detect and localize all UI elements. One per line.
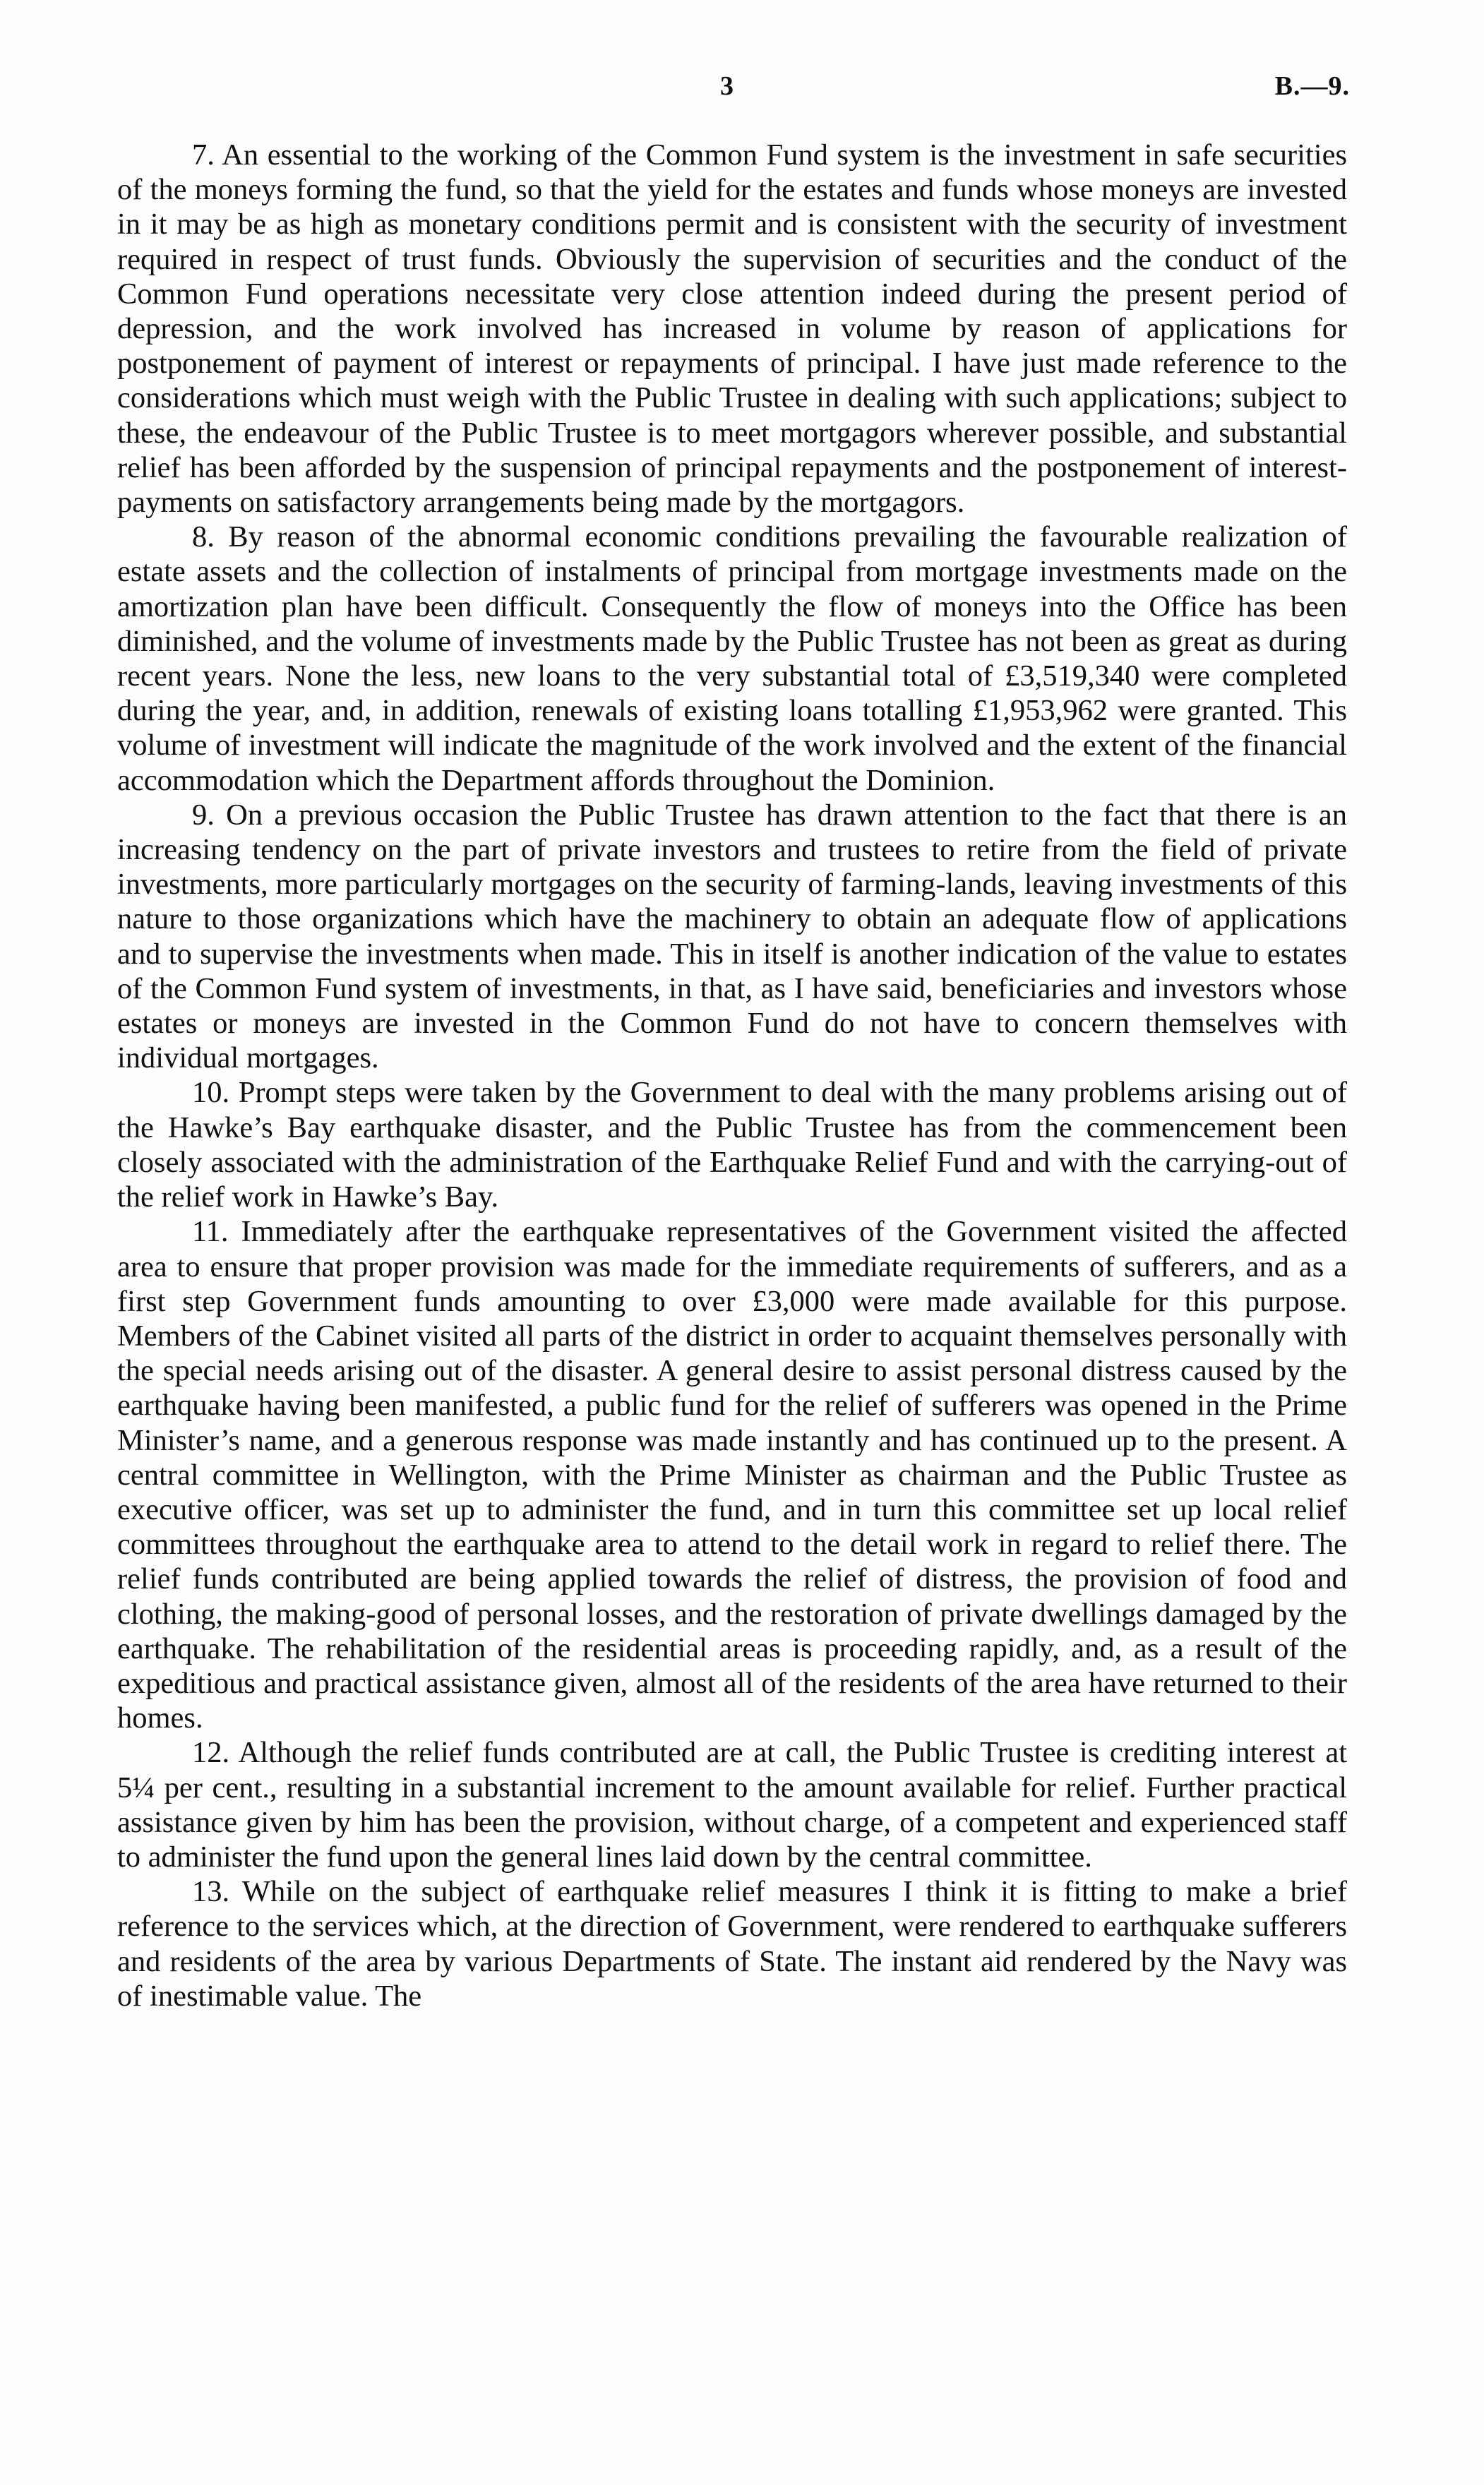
paragraph-9 [117, 798, 1347, 1076]
paragraph-number: 12. [192, 1736, 230, 1770]
paragraph-number: 9. [192, 798, 215, 832]
paragraph-7 [117, 138, 1347, 520]
paragraph-number: 7. [192, 138, 215, 172]
paragraph-number: 11. [192, 1215, 229, 1249]
paragraph-13 [117, 1874, 1347, 2013]
paragraph-number: 13. [192, 1875, 230, 1909]
paragraph-12 [117, 1735, 1347, 1874]
paragraph-text: While on the subject of earthquake relief measures I think it is fitting to make a brief reference to the services which, at the direction of Government, were rendered to earthquake sufferers and residents of the area by various Departments of State. The instant aid rendered by the Navy was of inestimable value. The [117, 1875, 1348, 2013]
paragraph-10 [117, 1075, 1347, 1214]
paragraph-number: 8. [192, 520, 215, 554]
paragraph-11 [117, 1214, 1347, 1735]
paragraph-text: By reason of the abnormal economic conditions prevailing the favourable realization of estate assets and the collection of instalments of principal from mortgage investments made on the amortization plan have been difficult. Consequently the flow of moneys into the Office has been diminished, and the volume of investments made by the Public Trustee has not been as great as during recent years. None the less, new loans to the very substantial total of £3,519,340 were completed during the year, and, in addition, renewals of existing loans totalling £1,953,962 were granted. This volume of investment will indicate the magnitude of the work involved and the extent of the financial accommodation which the Department affords throughout the Dominion. [117, 520, 1347, 797]
paragraph-number: 10. [192, 1076, 230, 1110]
paragraph-8 [117, 520, 1347, 798]
paragraph-text: Immediately after the earthquake representatives of the Government visited the affected area to ensure that proper provision was made for the immediate requirements of sufferers, and as a first step Government funds amounting to over £3,000 were made available for this purpose. Members of the Cabinet visited all parts of the district in order to acquaint themselves personally with the special needs arising out of the disaster. A general desire to assist personal distress caused by the earthquake having been manifested, a public fund for the relief of sufferers was opened in the Prime Minister’s name, and a generous response was made instantly and has continued up to the present. A central committee in Wellington, with the Prime Minister as chairman and the Public Trustee as executive officer, was set up to administer the fund, and in turn this committee set up local relief committees throughout the earthquake area to attend to the detail work in regard to relief there. The relief funds contributed are being applied towards the relief of distress, the provision of food and clothing, the making-good of personal losses, and the restoration of private dwellings damaged by the earthquake. The rehabilitation of the residential areas is proceeding rapidly, and, as a result of the expeditious and practical assistance given, almost all of the residents of the area have returned to their homes. [117, 1215, 1347, 1735]
paragraph-text: On a previous occasion the Public Trustee has drawn attention to the fact that there is an increasing tendency on the part of private investors and trustees to retire from the field of private investments, more particularly mortgages on the security of farming-lands, leaving investments of this nature to those organizations which have the machinery to obtain an adequate flow of applications and to supervise the investments when made. This in itself is another indication of the value to estates of the Common Fund system of investments, in that, as I have said, beneficiaries and investors whose estates or moneys are invested in the Common Fund do not have to concern themselves with individual mortgages. [117, 798, 1347, 1075]
document-reference: B.—9. [1274, 71, 1350, 101]
paragraph-text: An essential to the working of the Common Fund system is the investment in safe securities of the moneys forming the fund, so that the yield for the estates and funds whose moneys are invested in it may be as high as monetary conditions permit and is consistent with the security of investment required in respect of trust funds. Obviously the supervision of securities and the conduct of the Common Fund operations necessitate very close attention indeed during the present period of depression, and the work involved has increased in volume by reason of applications for postponement of payment of interest or repayments of principal. I have just made reference to the considerations which must weigh with the Public Trustee in dealing with such applications; subject to these, the endeavour of the Public Trustee is to meet mortgagors wherever possible, and substantial relief has been afforded by the suspension of principal repayments and the postponement of interest-payments on satisfactory arrangements being made by the mortgagors. [117, 138, 1348, 520]
page-number: 3 [720, 71, 734, 101]
paragraph-text: Prompt steps were taken by the Government to deal with the many problems arising out of the Hawke’s Bay earthquake disaster, and the Public Trustee has from the commencement been closely associated with the administration of the Earthquake Relief Fund and with the carrying-out of the relief work in Hawke’s Bay. [117, 1076, 1347, 1214]
page-header [0, 71, 1484, 113]
paragraph-text: Although the relief funds contributed are at call, the Public Trustee is crediting interest at 5¼ per cent., resulting in a substantial increment to the amount available for relief. Further practical assistance given by him has been the provision, without charge, of a competent and experienced staff to administer the fund upon the general lines laid down by the central committee. [117, 1736, 1347, 1874]
body-text [117, 138, 1347, 2013]
